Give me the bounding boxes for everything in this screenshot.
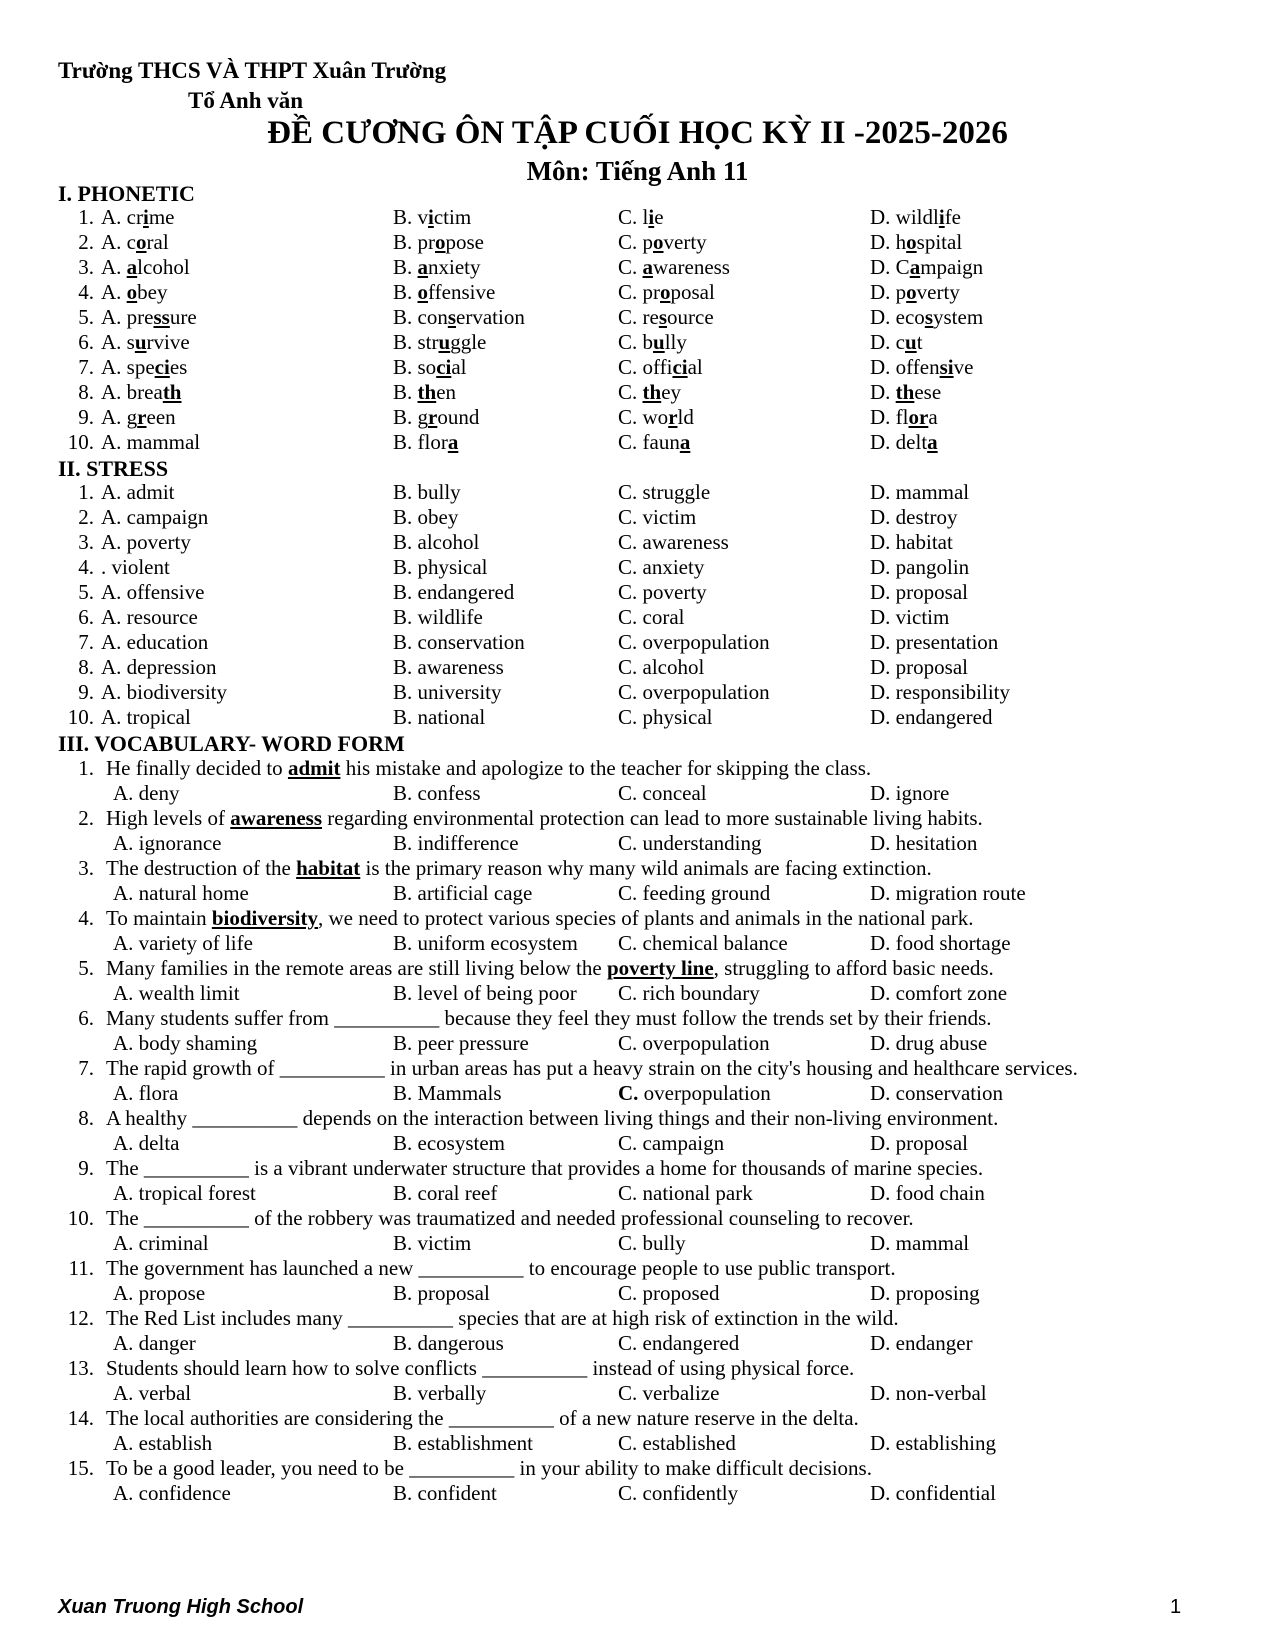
answer-option: C. chemical balance [618,931,788,955]
answer-option: A. deny [113,781,180,805]
answer-option: B. confident [393,1481,497,1505]
underlined-sound: s [447,305,457,329]
answer-option: D. food chain [870,1181,985,1205]
answer-option: D. wildlife [870,205,962,229]
vocabulary-question [0,1056,1275,1082]
underlined-sound: o [660,280,671,304]
answer-option: D. Campaign [870,255,984,279]
answer-option: A. alcohol [101,255,190,279]
question-text: The government has launched a new __________ to encourage people to use public transport. [106,1256,896,1280]
answer-option: D. victim [870,605,950,629]
vocabulary-question [0,856,1275,882]
question-number: 2. [78,806,94,830]
vocabulary-question [0,1206,1275,1232]
answer-option: D. flora [870,405,938,429]
answer-option: D. proposal [870,655,968,679]
answer-option: B. conservation [393,630,525,654]
phonetic-question [0,280,1275,306]
stress-question [0,480,1275,506]
question-text: Many families in the remote areas are still living below the poverty line, struggling to afford basic needs. [106,956,994,980]
footer-school: Xuan Truong High School [58,1596,304,1618]
answer-option: A. pressure [101,305,197,329]
phonetic-question [0,255,1275,281]
underlined-sound: r [668,405,678,429]
answer-option: A. wealth limit [113,981,240,1005]
answer-option: D. ignore [870,781,950,805]
question-number: 3. [78,530,94,554]
question-number: 8. [78,380,94,404]
answer-option: A. criminal [113,1231,209,1255]
underlined-sound: s [924,305,933,329]
answer-option: B. flora [393,430,459,454]
question-text: The rapid growth of __________ in urban areas has put a heavy strain on the city's housing and healthcare services. [106,1056,1078,1080]
answer-option: B. victim [393,205,472,229]
answer-option: D. destroy [870,505,958,529]
highlighted-word: admit [287,756,341,780]
answer-option: C. overpopulation [618,630,770,654]
question-number: 2. [78,505,94,529]
question-number: 2. [78,230,94,254]
vocabulary-question [0,906,1275,932]
vocabulary-options [0,1081,1275,1107]
question-number: 12. [67,1306,94,1330]
underlined-sound: a [642,255,654,279]
vocabulary-question [0,956,1275,982]
answer-option: C. bully [618,330,687,354]
underlined-sound: i [938,205,945,229]
answer-option: A. admit [101,480,175,504]
vocabulary-options [0,1481,1275,1507]
question-text: He finally decided to admit his mistake and apologize to the teacher for skipping the class. [106,756,872,780]
answer-option: D. endangered [870,705,993,729]
vocabulary-options [0,781,1275,807]
answer-option: D. food shortage [870,931,1011,955]
answer-option: D. poverty [870,280,960,304]
phonetic-question [0,230,1275,256]
answer-option: A. biodiversity [101,680,227,704]
underlined-sound: a [126,255,138,279]
answer-option: B. peer pressure [393,1031,529,1055]
answer-option: A. green [101,405,176,429]
vocabulary-question [0,1456,1275,1482]
question-text: To be a good leader, you need to be __________ in your ability to make difficult decisions. [106,1456,872,1480]
question-number: 9. [78,1156,94,1180]
answer-option: B. establishment [393,1431,533,1455]
question-text: The local authorities are considering the __________ of a new nature reserve in the delta. [106,1406,859,1430]
answer-option: A. propose [113,1281,206,1305]
answer-option: A. establish [113,1431,213,1455]
answer-option: C. world [618,405,694,429]
underlined-sound: th [895,380,915,404]
answer-option: B. offensive [393,280,496,304]
answer-option: D. conservation [870,1081,1003,1105]
question-text: The __________ of the robbery was traumatized and needed professional counseling to recover. [106,1206,914,1230]
answer-option: C. endangered [618,1331,740,1355]
answer-option: A. crime [101,205,175,229]
underlined-sound: u [905,330,917,354]
question-number: 1. [78,756,94,780]
answer-option: A. delta [113,1131,180,1155]
phonetic-question [0,205,1275,231]
question-number: 7. [78,355,94,379]
underlined-sound: o [906,280,917,304]
answer-option: B. proposal [393,1281,490,1305]
stress-question [0,605,1275,631]
underlined-sound: a [679,430,691,454]
document-title: ĐỀ CƯƠNG ÔN TẬP CUỐI HỌC KỲ II -2025-2026 [267,115,1008,151]
answer-option: C. awareness [618,255,730,279]
question-number: 7. [78,630,94,654]
highlighted-word: habitat [296,856,361,880]
answer-option: A. natural home [113,881,249,905]
answer-option: B. Mammals [393,1081,502,1105]
underlined-sound: a [447,430,459,454]
vocabulary-options [0,1131,1275,1157]
answer-option: A. obey [101,280,168,304]
answer-option: A. resource [101,605,198,629]
answer-option: . violent [101,555,170,579]
question-number: 8. [78,1106,94,1130]
underlined-sound: o [906,230,917,254]
answer-option: B. confess [393,781,481,805]
answer-option: A. mammal [101,430,201,454]
option-letter: C. [618,1081,639,1105]
answer-option: D. establishing [870,1431,996,1455]
answer-option: B. university [393,680,502,704]
vocabulary-question [0,1106,1275,1132]
answer-option: D. endanger [870,1331,973,1355]
question-number: 6. [78,1006,94,1030]
answer-option: A. flora [113,1081,179,1105]
answer-option: D. presentation [870,630,999,654]
vocabulary-options [0,881,1275,907]
phonetic-question [0,380,1275,406]
vocabulary-options [0,931,1275,957]
question-number: 10. [67,705,94,729]
vocabulary-options [0,1281,1275,1307]
answer-option: C. official [618,355,703,379]
question-number: 6. [78,330,94,354]
underlined-sound: o [653,230,664,254]
answer-option: C. overpopulation [618,680,770,704]
answer-option: A. depression [101,655,217,679]
question-number: 3. [78,255,94,279]
vocabulary-options [0,831,1275,857]
vocabulary-options [0,1031,1275,1057]
highlighted-word: biodiversity [211,906,319,930]
answer-option: D. delta [870,430,938,454]
underlined-sound: th [162,380,182,404]
underlined-sound: s [658,305,668,329]
department-name: Tổ Anh văn [188,88,304,113]
underlined-sound: th [417,380,437,404]
underlined-sound: si [939,355,954,379]
underlined-sound: a [417,255,429,279]
vocabulary-question [0,1256,1275,1282]
stress-question [0,655,1275,681]
underlined-sound: r [428,405,438,429]
answer-option: B. artificial cage [393,881,533,905]
stress-question [0,555,1275,581]
question-number: 10. [67,1206,94,1230]
answer-option: D. hospital [870,230,963,254]
answer-option: D. ecosystem [870,305,984,329]
answer-option: D. cut [870,330,923,354]
answer-option: C. verbalize [618,1381,720,1405]
answer-option: A. tropical forest [113,1181,256,1205]
underlined-sound: ss [153,305,170,329]
answer-option: D. proposal [870,580,968,604]
underlined-sound: u [134,330,147,354]
question-number: 15. [67,1456,94,1480]
page-number: 1 [1170,1596,1182,1618]
question-number: 5. [78,580,94,604]
phonetic-question [0,305,1275,331]
stress-question [0,630,1275,656]
answer-option: A. danger [113,1331,196,1355]
phonetic-question [0,330,1275,356]
answer-option: B. indifference [393,831,519,855]
answer-option: B. awareness [393,655,504,679]
underlined-sound: ci [436,355,452,379]
answer-option: C. overpopulation [618,1081,771,1105]
highlighted-word: awareness [230,806,323,830]
answer-option: A. verbal [113,1381,192,1405]
vocabulary-options [0,1331,1275,1357]
answer-option: D. drug abuse [870,1031,988,1055]
underlined-sound: o [126,280,138,304]
question-number: 5. [78,305,94,329]
section-phonetic-heading: I. PHONETIC [58,181,195,206]
answer-option: B. then [393,380,457,404]
answer-option: A. offensive [101,580,205,604]
answer-option: D. hesitation [870,831,978,855]
vocabulary-question [0,1306,1275,1332]
stress-question [0,580,1275,606]
answer-option: D. mammal [870,480,970,504]
answer-option: A. species [101,355,188,379]
answer-option: B. alcohol [393,530,480,554]
question-text: To maintain biodiversity, we need to protect various species of plants and animals in the national park. [106,906,974,930]
answer-option: C. fauna [618,430,691,454]
answer-option: B. verbally [393,1381,487,1405]
answer-option: D. migration route [870,881,1026,905]
underlined-sound: r [137,405,147,429]
question-number: 3. [78,856,94,880]
school-name: Trường THCS VÀ THPT Xuân Trường [58,58,447,83]
question-text: The destruction of the habitat is the primary reason why many wild animals are facing extinction. [106,856,932,880]
answer-option: B. level of being poor [393,981,577,1005]
vocabulary-options [0,1231,1275,1257]
answer-option: C. overpopulation [618,1031,770,1055]
answer-option: B. wildlife [393,605,483,629]
stress-question [0,680,1275,706]
underlined-sound: th [642,380,662,404]
question-text: Many students suffer from __________ because they feel they must follow the trends set by their friends. [106,1006,992,1030]
answer-option: D. non-verbal [870,1381,987,1405]
answer-option: B. conservation [393,305,525,329]
vocabulary-options [0,1381,1275,1407]
answer-option: B. struggle [393,330,487,354]
vocabulary-question [0,1006,1275,1032]
answer-option: B. social [393,355,467,379]
question-text: A healthy __________ depends on the interaction between living things and their non-living environment. [106,1106,999,1130]
answer-option: C. proposal [618,280,715,304]
answer-option: A. poverty [101,530,191,554]
answer-option: A. body shaming [113,1031,258,1055]
answer-option: B. propose [393,230,484,254]
question-number: 4. [78,906,94,930]
question-number: 14. [67,1406,94,1430]
answer-option: C. poverty [618,230,707,254]
highlighted-word: poverty line [606,956,714,980]
vocabulary-options [0,1431,1275,1457]
answer-option: C. victim [618,505,697,529]
underlined-sound: or [908,405,929,429]
answer-option: A. tropical [101,705,191,729]
answer-option: D. habitat [870,530,953,554]
question-number: 1. [78,205,94,229]
underlined-sound: o [417,280,429,304]
answer-option: D. confidential [870,1481,996,1505]
question-number: 7. [78,1056,94,1080]
question-text: The __________ is a vibrant underwater structure that provides a home for thousands of marine species. [106,1156,984,1180]
stress-question [0,505,1275,531]
answer-option: A. breath [101,380,182,404]
vocabulary-options [0,981,1275,1007]
answer-option: D. pangolin [870,555,970,579]
answer-option: C. rich boundary [618,981,760,1005]
question-text: High levels of awareness regarding environmental protection can lead to more sustainable living habits. [106,806,983,830]
answer-option: B. coral reef [393,1181,498,1205]
answer-option: D. mammal [870,1231,970,1255]
answer-option: C. anxiety [618,555,705,579]
answer-option: B. obey [393,505,459,529]
answer-option: D. proposal [870,1131,968,1155]
vocabulary-question [0,806,1275,832]
stress-question [0,705,1275,731]
question-number: 4. [78,555,94,579]
question-number: 13. [67,1356,94,1380]
answer-option: A. confidence [113,1481,231,1505]
vocabulary-question [0,756,1275,782]
answer-option: C. national park [618,1181,753,1205]
answer-option: C. conceal [618,781,707,805]
answer-option: C. proposed [618,1281,720,1305]
answer-option: B. physical [393,555,488,579]
answer-option: D. comfort zone [870,981,1008,1005]
underlined-sound: o [435,230,446,254]
question-number: 5. [78,956,94,980]
question-number: 8. [78,655,94,679]
underlined-sound: u [438,330,451,354]
answer-option: C. established [618,1431,736,1455]
answer-option: C. awareness [618,530,729,554]
answer-option: C. lie [618,205,664,229]
answer-option: A. ignorance [113,831,222,855]
question-number: 4. [78,280,94,304]
answer-option: D. these [870,380,942,404]
answer-option: B. uniform ecosystem [393,931,578,955]
section-stress-heading: II. STRESS [58,456,169,481]
question-number: 9. [78,405,94,429]
answer-option: D. responsibility [870,680,1010,704]
section-vocabulary-heading: III. VOCABULARY- WORD FORM [58,731,405,756]
underlined-sound: a [927,430,938,454]
answer-option: C. physical [618,705,713,729]
underlined-sound: ci [672,355,688,379]
phonetic-question [0,355,1275,381]
underlined-sound: ci [154,355,170,379]
phonetic-question [0,405,1275,431]
answer-option: A. education [101,630,209,654]
answer-option: B. bully [393,480,461,504]
subject-title: Môn: Tiếng Anh 11 [526,156,749,186]
underlined-sound: o [136,230,147,254]
answer-option: C. campaign [618,1131,725,1155]
answer-option: B. victim [393,1231,472,1255]
underlined-sound: i [428,205,434,229]
answer-option: C. confidently [618,1481,739,1505]
question-number: 1. [78,480,94,504]
question-text: The Red List includes many __________ species that are at high risk of extinction in the wild. [106,1306,899,1330]
answer-option: C. coral [618,605,685,629]
answer-option: B. anxiety [393,255,481,279]
answer-option: A. survive [101,330,190,354]
answer-option: C. they [618,380,682,404]
underlined-sound: i [648,205,655,229]
stress-question [0,530,1275,556]
underlined-sound: a [909,255,921,279]
question-number: 10. [67,430,94,454]
question-number: 9. [78,680,94,704]
answer-option: B. national [393,705,486,729]
question-number: 11. [68,1256,94,1280]
answer-option: D. offensive [870,355,974,379]
answer-option: B. ground [393,405,480,429]
underlined-sound: u [653,330,665,354]
answer-option: B. endangered [393,580,515,604]
vocabulary-question [0,1156,1275,1182]
answer-option: B. ecosystem [393,1131,505,1155]
question-text: Students should learn how to solve conflicts __________ instead of using physical force. [106,1356,855,1380]
answer-option: B. dangerous [393,1331,504,1355]
answer-option: C. resource [618,305,714,329]
vocabulary-options [0,1181,1275,1207]
answer-option: D. proposing [870,1281,980,1305]
answer-option: C. struggle [618,480,711,504]
answer-option: A. coral [101,230,169,254]
phonetic-question [0,430,1275,456]
vocabulary-question [0,1356,1275,1382]
answer-option: A. campaign [101,505,209,529]
answer-option: C. bully [618,1231,686,1255]
question-number: 6. [78,605,94,629]
answer-option: A. variety of life [113,931,253,955]
vocabulary-question [0,1406,1275,1432]
answer-option: C. feeding ground [618,881,771,905]
underlined-sound: i [142,205,149,229]
answer-option: C. understanding [618,831,762,855]
answer-option: C. poverty [618,580,707,604]
answer-option: C. alcohol [618,655,705,679]
